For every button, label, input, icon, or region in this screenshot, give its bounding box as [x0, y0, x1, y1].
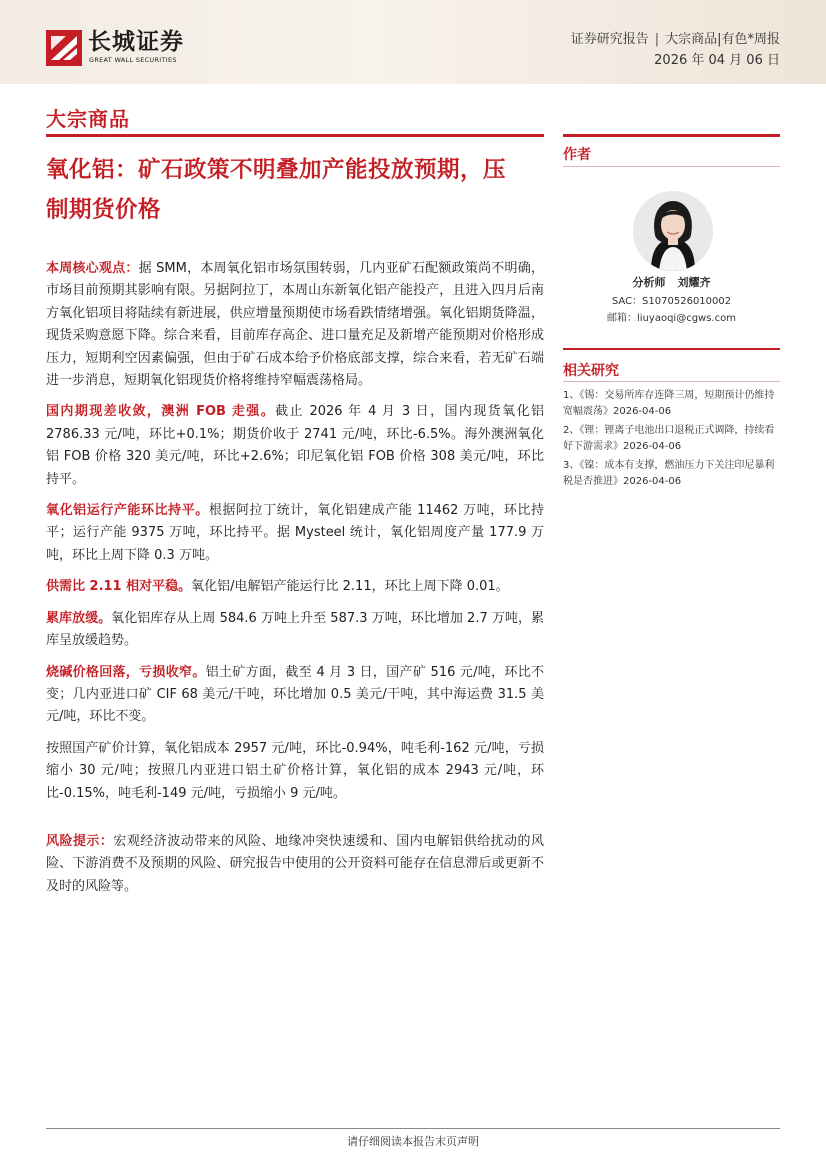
header-band [0, 0, 826, 84]
author-heading-underline [563, 166, 780, 167]
analyst-role: 分析师 [632, 276, 666, 289]
paragraph-lead: 烧碱价格回落，亏损收窄。 [46, 664, 206, 680]
analyst-portrait-icon [633, 191, 713, 271]
risk-text: 宏观经济波动带来的风险、地缘冲突快速缓和、国内电解铝供给扰动的风险、下游消费不及预期的风险、研究报告中使用的公开资料可能存在信息滞后或更新不及时的风险等。 [46, 833, 544, 894]
paragraph-text: 氧化铝库存从上周 584.6 万吨上升至 587.3 万吨，环比增加 2.7 万吨，累库呈放缓趋势。 [46, 610, 544, 649]
analyst-avatar [633, 191, 713, 271]
analyst-sac: SAC：S1070526010002 [611, 296, 732, 307]
analyst-name-row [563, 274, 780, 290]
report-body [46, 258, 544, 907]
related-item[interactable]: 2、《锂：锂离子电池出口退税正式调降，持续看好下游需求》2026-04-06 [563, 425, 775, 452]
paragraph-lead: 累库放缓。 [46, 610, 112, 626]
paragraph-text: 据 SMM，本周氧化铝市场氛围转弱，几内亚矿石配额政策尚不明确，市场目前预期其影响有限。另据阿拉丁，本周山东新氧化铝产能投产，且进入四月后南方氧化铝项目将陆续有新进展，供应增量预期使市场看跌情绪增强。氧化铝期货降温，现货采购意愿下降。综合来看，目前库存高企、进口量充足及新增产能预期对价格形成压力，短期利空因素偏强，但由于矿石成本给予价格底部支撑，综合来看，若无矿石端进一步消息，短期氧化铝现货价格将维持窄幅震荡格局。 [46, 261, 544, 389]
author-heading: 作者 [563, 147, 591, 163]
section-divider [46, 134, 544, 137]
related-heading: 相关研究 [563, 363, 619, 379]
report-type: 证券研究报告 [570, 32, 649, 47]
paragraph-lead: 氧化铝运行产能环比持平。 [46, 503, 209, 519]
paragraph-text: 铝土矿方面，截至 4 月 3 日，国产矿 516 元/吨，环比不变；几内亚进口矿 CIF 68 美元/干吨，环比增加 0.5 美元/干吨，其中海运费 31.5 美元/吨，环比不变。 [46, 664, 544, 725]
risk-paragraph [46, 831, 544, 898]
paragraph-text: 按照国产矿价计算，氧化铝成本 2957 元/吨，环比-0.94%，吨毛利-162 元/吨，亏损缩小 30 元/吨；按照几内亚进口铝土矿价格计算，氧化铝的成本 2943 元/吨，环比-0.15%，吨毛利-149 元/吨，亏损缩小 9 元/吨。 [46, 740, 544, 801]
paragraph-lead: 供需比 2.11 相对平稳。 [46, 579, 192, 595]
paragraph [46, 258, 544, 392]
sidebar-divider-top [563, 134, 780, 137]
paragraph [46, 500, 544, 567]
header-separator: | [654, 32, 660, 47]
related-item[interactable]: 1、《锡：交易所库存连降三周，短期预计仍维持宽幅震荡》2026-04-06 [563, 390, 775, 417]
report-title: 氧化铝：矿石政策不明叠加产能投放预期，压制期货价格 [46, 157, 507, 223]
related-item[interactable]: 3、《镍：成本有支撑，燃油压力下关注印尼暴利税是否推进》2026-04-06 [563, 460, 775, 487]
logo-text-cn: 长城证券 [88, 29, 184, 55]
logo-mark-icon [46, 30, 82, 66]
company-logo [46, 28, 246, 68]
paragraph-lead: 本周核心观点： [46, 261, 139, 276]
analyst-name: 刘耀齐 [677, 276, 711, 289]
report-date: 2026 年 04 月 06 日 [654, 53, 780, 68]
paragraph [46, 608, 544, 653]
risk-lead: 风险提示： [46, 833, 114, 849]
paragraph-lead: 国内期现差收敛，澳洲 FOB 走强。 [46, 404, 276, 420]
related-divider [563, 348, 780, 350]
paragraph [46, 401, 544, 491]
footer-note: 请仔细阅读本报告末页声明 [347, 1135, 479, 1148]
related-list [563, 388, 780, 494]
paragraph [46, 576, 544, 598]
report-category: 大宗商品|有色*周报 [665, 32, 780, 47]
header-meta [571, 29, 780, 71]
related-heading-underline [563, 381, 780, 382]
paragraph [46, 738, 544, 805]
paragraph [46, 662, 544, 729]
analyst-email[interactable]: 邮箱：liuyaoqi@cgws.com [607, 313, 736, 324]
footer-divider [46, 1128, 780, 1129]
paragraph-text: 根据阿拉丁统计，氧化铝建成产能 11462 万吨，环比持平；运行产能 9375 万吨，环比持平。据 Mysteel 统计，氧化铝周度产量 177.9 万吨，环比上周下降 0.3 万吨。 [46, 503, 544, 563]
section-label: 大宗商品 [46, 107, 130, 131]
paragraph-text: 氧化铝/电解铝产能运行比 2.11，环比上周下降 0.01。 [191, 579, 509, 595]
paragraph-text: 截止 2026 年 4 月 3 日，国内现货氧化铝 2786.33 元/吨，环比+0.1%；期货价收于 2741 元/吨，环比-6.5%。海外澳洲氧化铝 FOB 价格 320 美元/吨，环比+2.6%；印尼氧化铝 FOB 价格 308 美元/吨，环比持平。 [46, 404, 544, 487]
logo-text-en: GREAT WALL SECURITIES [89, 56, 177, 64]
